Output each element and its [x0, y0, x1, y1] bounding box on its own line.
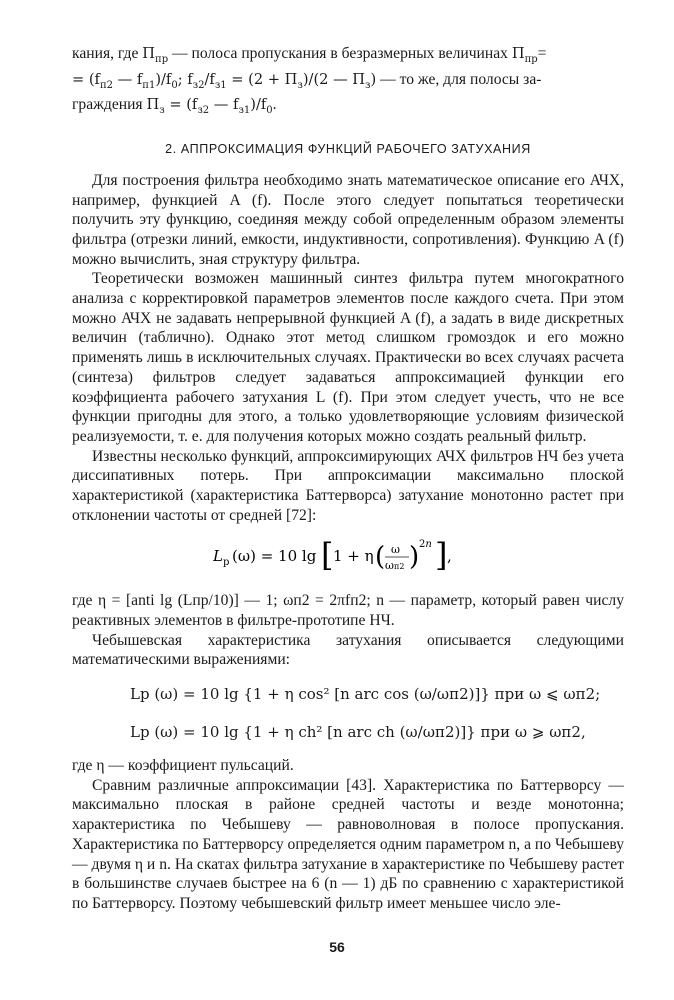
paragraph-4: где η = [anti lg (Lпр/10)] — 1; ωп2 = 2πfп2; n — параметр, который равен числу реактивных элементов в фильтре-прототипе НЧ. [72, 592, 624, 629]
svg-text:р: р [223, 557, 230, 569]
svg-text:2n: 2n [419, 539, 432, 551]
svg-text:ω: ω [391, 543, 400, 557]
formula-butterworth-graphic [213, 533, 483, 577]
svg-text:1 + η: 1 + η [333, 547, 374, 566]
paragraph-6: где η — коэффициент пульсаций. [72, 757, 294, 774]
page-number: 56 [329, 939, 345, 955]
paragraph-2: Теоретически возможен машинный синтез фильтра путем многократного анализа с корректировкой параметров элементов после каждого счета. При этом можно АЧХ не задавать непрерывной функцией A (f), а задать в виде дискретных величин (таблично). Однако этот метод слишком громоздок и его можно применять лишь в исключительных случаях. Практически во всех случаях расчета (синтеза) фильтров следует задаваться аппроксимацией функции его коэффициента рабочего затухания L (f). При этом следует учесть, что не все функции пригодны для этого, а только удовлетворяющие условиям физической реализуемости, т. е. для получения которых можно создать реальный фильтр. [72, 270, 624, 445]
svg-text:(: ( [375, 542, 386, 573]
paragraph-3: Известны несколько функций, аппроксимирующих АЧХ фильтров НЧ без учета диссипативных потерь. При аппроксимации максимально плоской характеристикой (характеристика Баттерворса) затухание монотонно растет при отклонении частоты от средней [72]: [72, 447, 624, 524]
formula-chebyshev-2: Lр (ω) = 10 lg {1 + η ch² [n arc ch (ω/ωп2)]} при ω ⩾ ωп2, [130, 723, 586, 741]
paragraph-1: Для построения фильтра необходимо знать математическое описание его АЧХ, например, функцией A (f). После этого следует попытаться теоретически получить эту функцию, соединяя между собой определенным образом элементы фильтра (отрезки линий, емкости, индуктивности, сопротивления). Функцию A (f) можно вычислить, зная структуру фильтра. [72, 171, 624, 268]
paragraph-7: Сравним различные аппроксимации [43]. Характеристика по Баттерворсу — максимально плоская в районе средней частоты и везде монотонна; характеристика по Чебышеву — равноволновая в полосе пропускания. Характеристика по Баттерворсу определяется одним параметром n, а по Чебышеву — двумя η и n. На скатах фильтра затухание в характеристике по Чебышеву растет в большинстве случаев быстрее на 6 (n — 1) дБ по сравнению с характеристикой по Баттерворсу. Поэтому чебышевский фильтр имеет меньшее число эле- [72, 776, 624, 912]
svg-text:,: , [447, 547, 452, 566]
svg-text:): ) [409, 542, 420, 573]
intro-line-1: кания, где $\Pi_{пр}$ — полоса пропускания в безразмерных величинах $\Pi_{пр}=$ [72, 45, 547, 65]
paragraph-5: Чебышевская характеристика затухания описывается следующими математическими выражениями: [72, 631, 624, 669]
formula-chebyshev-1: Lр (ω) = 10 lg {1 + η cos² [n arc cos (ω/ωп2)]} при ω ⩽ ωп2; [130, 685, 601, 703]
svg-text:[: [ [321, 536, 334, 575]
formula-butterworth [72, 533, 624, 583]
svg-text:ωп2: ωп2 [385, 559, 405, 573]
svg-text:]: ] [435, 536, 448, 575]
intro-line-3: граждения $\Pi_з = (f_{з2}$ — $f_{з1})/f_0$. [72, 96, 277, 117]
svg-text:(ω) = 10 lg: (ω) = 10 lg [232, 547, 317, 566]
section-heading: 2. АППРОКСИМАЦИЯ ФУНКЦИЙ РАБОЧЕГО ЗАТУХАНИЯ [165, 141, 531, 156]
intro-line-2: = ($f_{п2}$ — $f_{п1})/f_0$; $f_{з2}/f_{з1} = (2 + \Pi_з)/(2$ — $\Pi_з$) — то же, для полосы за- [72, 70, 542, 91]
svg-text:L: L [213, 547, 223, 566]
